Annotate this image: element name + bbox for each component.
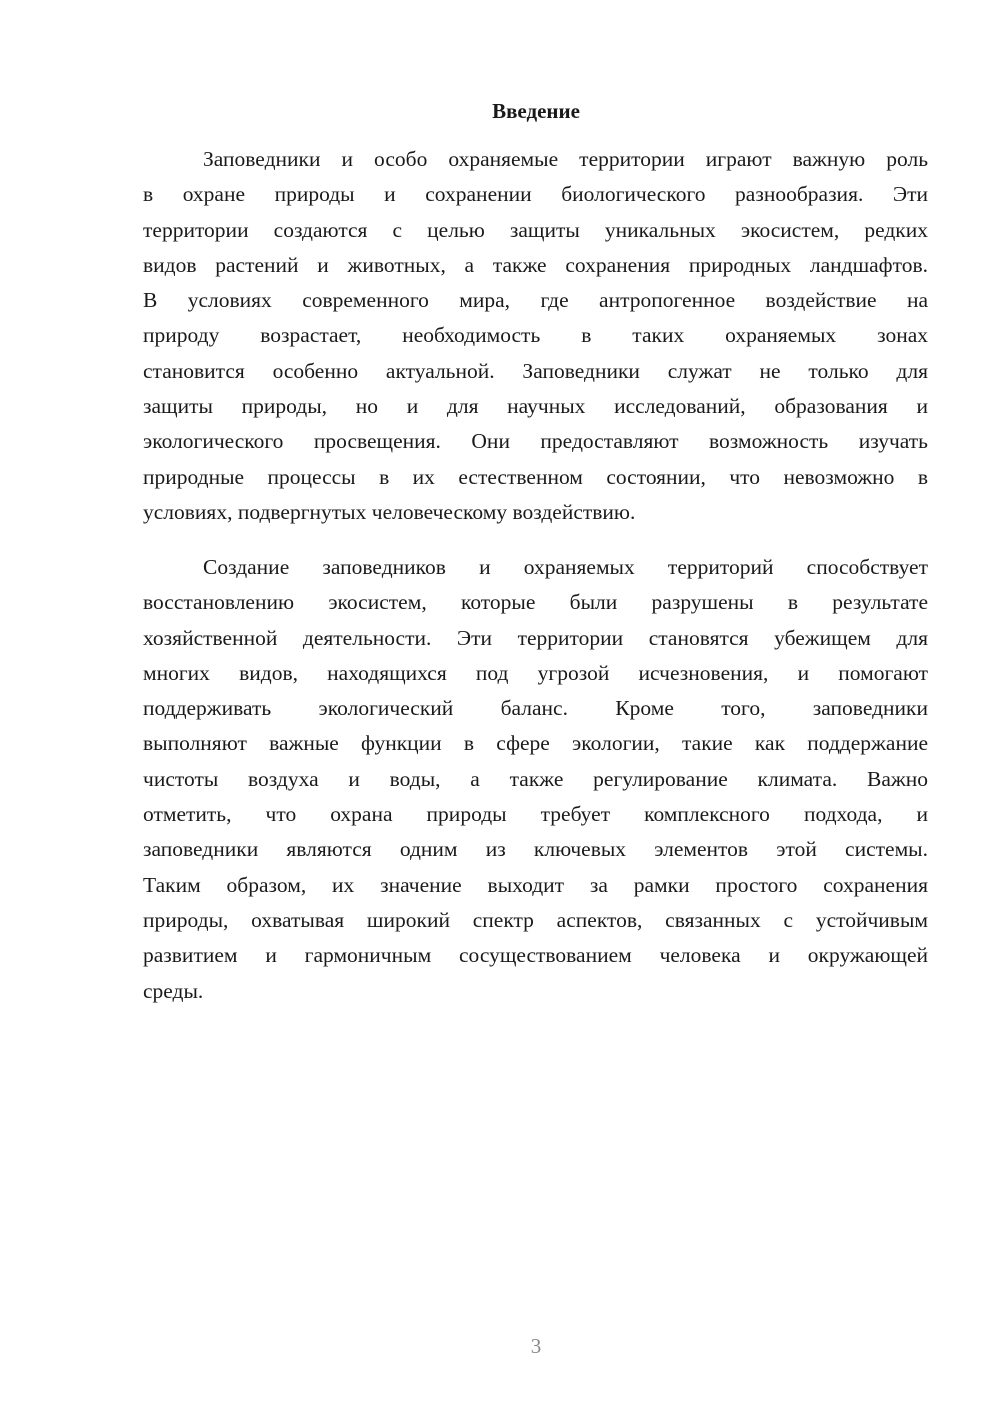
text-line: восстановлению экосистем, которые были разрушены в результате xyxy=(143,590,928,615)
text-line: поддерживать экологический баланс. Кроме того, заповедники xyxy=(143,696,928,721)
text-line: Таким образом, их значение выходит за рамки простого сохранения xyxy=(143,872,928,897)
text-line: отметить, что охрана природы требует комплексного подхода, и xyxy=(143,802,928,827)
text-line: Заповедники и особо охраняемые территории играют важную роль xyxy=(203,147,928,171)
text-line: природные процессы в их естественном состоянии, что невозможно в xyxy=(143,464,928,489)
text-line: развитием и гармоничным сосуществованием человека и окружающей xyxy=(143,943,928,968)
text-line: В условиях современного мира, где антропогенное воздействие на xyxy=(143,288,928,313)
paragraph-1 xyxy=(143,142,928,530)
text-line: в охране природы и сохранении биологического разнообразия. Эти xyxy=(143,182,928,207)
text-line: выполняют важные функции в сфере экологии, такие как поддержание xyxy=(143,731,928,756)
text-line: природы, охватывая широкий спектр аспектов, связанных с устойчивым xyxy=(143,907,928,932)
text-line: Создание заповедников и охраняемых территорий способствует xyxy=(203,555,928,579)
text-line: становится особенно актуальной. Заповедники служат не только для xyxy=(143,358,928,383)
text-line: среды. xyxy=(143,978,204,1003)
text-line: природу возрастает, необходимость в таких охраняемых зонах xyxy=(143,323,928,348)
text-line: условиях, подвергнутых человеческому воздействию. xyxy=(143,499,636,524)
page-number: 3 xyxy=(530,1334,542,1358)
section-title: Введение xyxy=(492,99,580,123)
text-line: территории создаются с целью защиты уникальных экосистем, редких xyxy=(143,217,928,242)
text-line: чистоты воздуха и воды, а также регулирование климата. Важно xyxy=(143,766,928,791)
text-line: многих видов, находящихся под угрозой исчезновения, и помогают xyxy=(143,660,928,685)
paragraph-2 xyxy=(143,550,928,1009)
text-line: хозяйственной деятельности. Эти территории становятся убежищем для xyxy=(143,625,928,650)
text-line: видов растений и животных, а также сохранения природных ландшафтов. xyxy=(143,252,928,277)
text-line: заповедники являются одним из ключевых элементов этой системы. xyxy=(143,837,928,862)
text-line: защиты природы, но и для научных исследований, образования и xyxy=(143,394,928,419)
text-line: экологического просвещения. Они предоставляют возможность изучать xyxy=(143,429,928,454)
